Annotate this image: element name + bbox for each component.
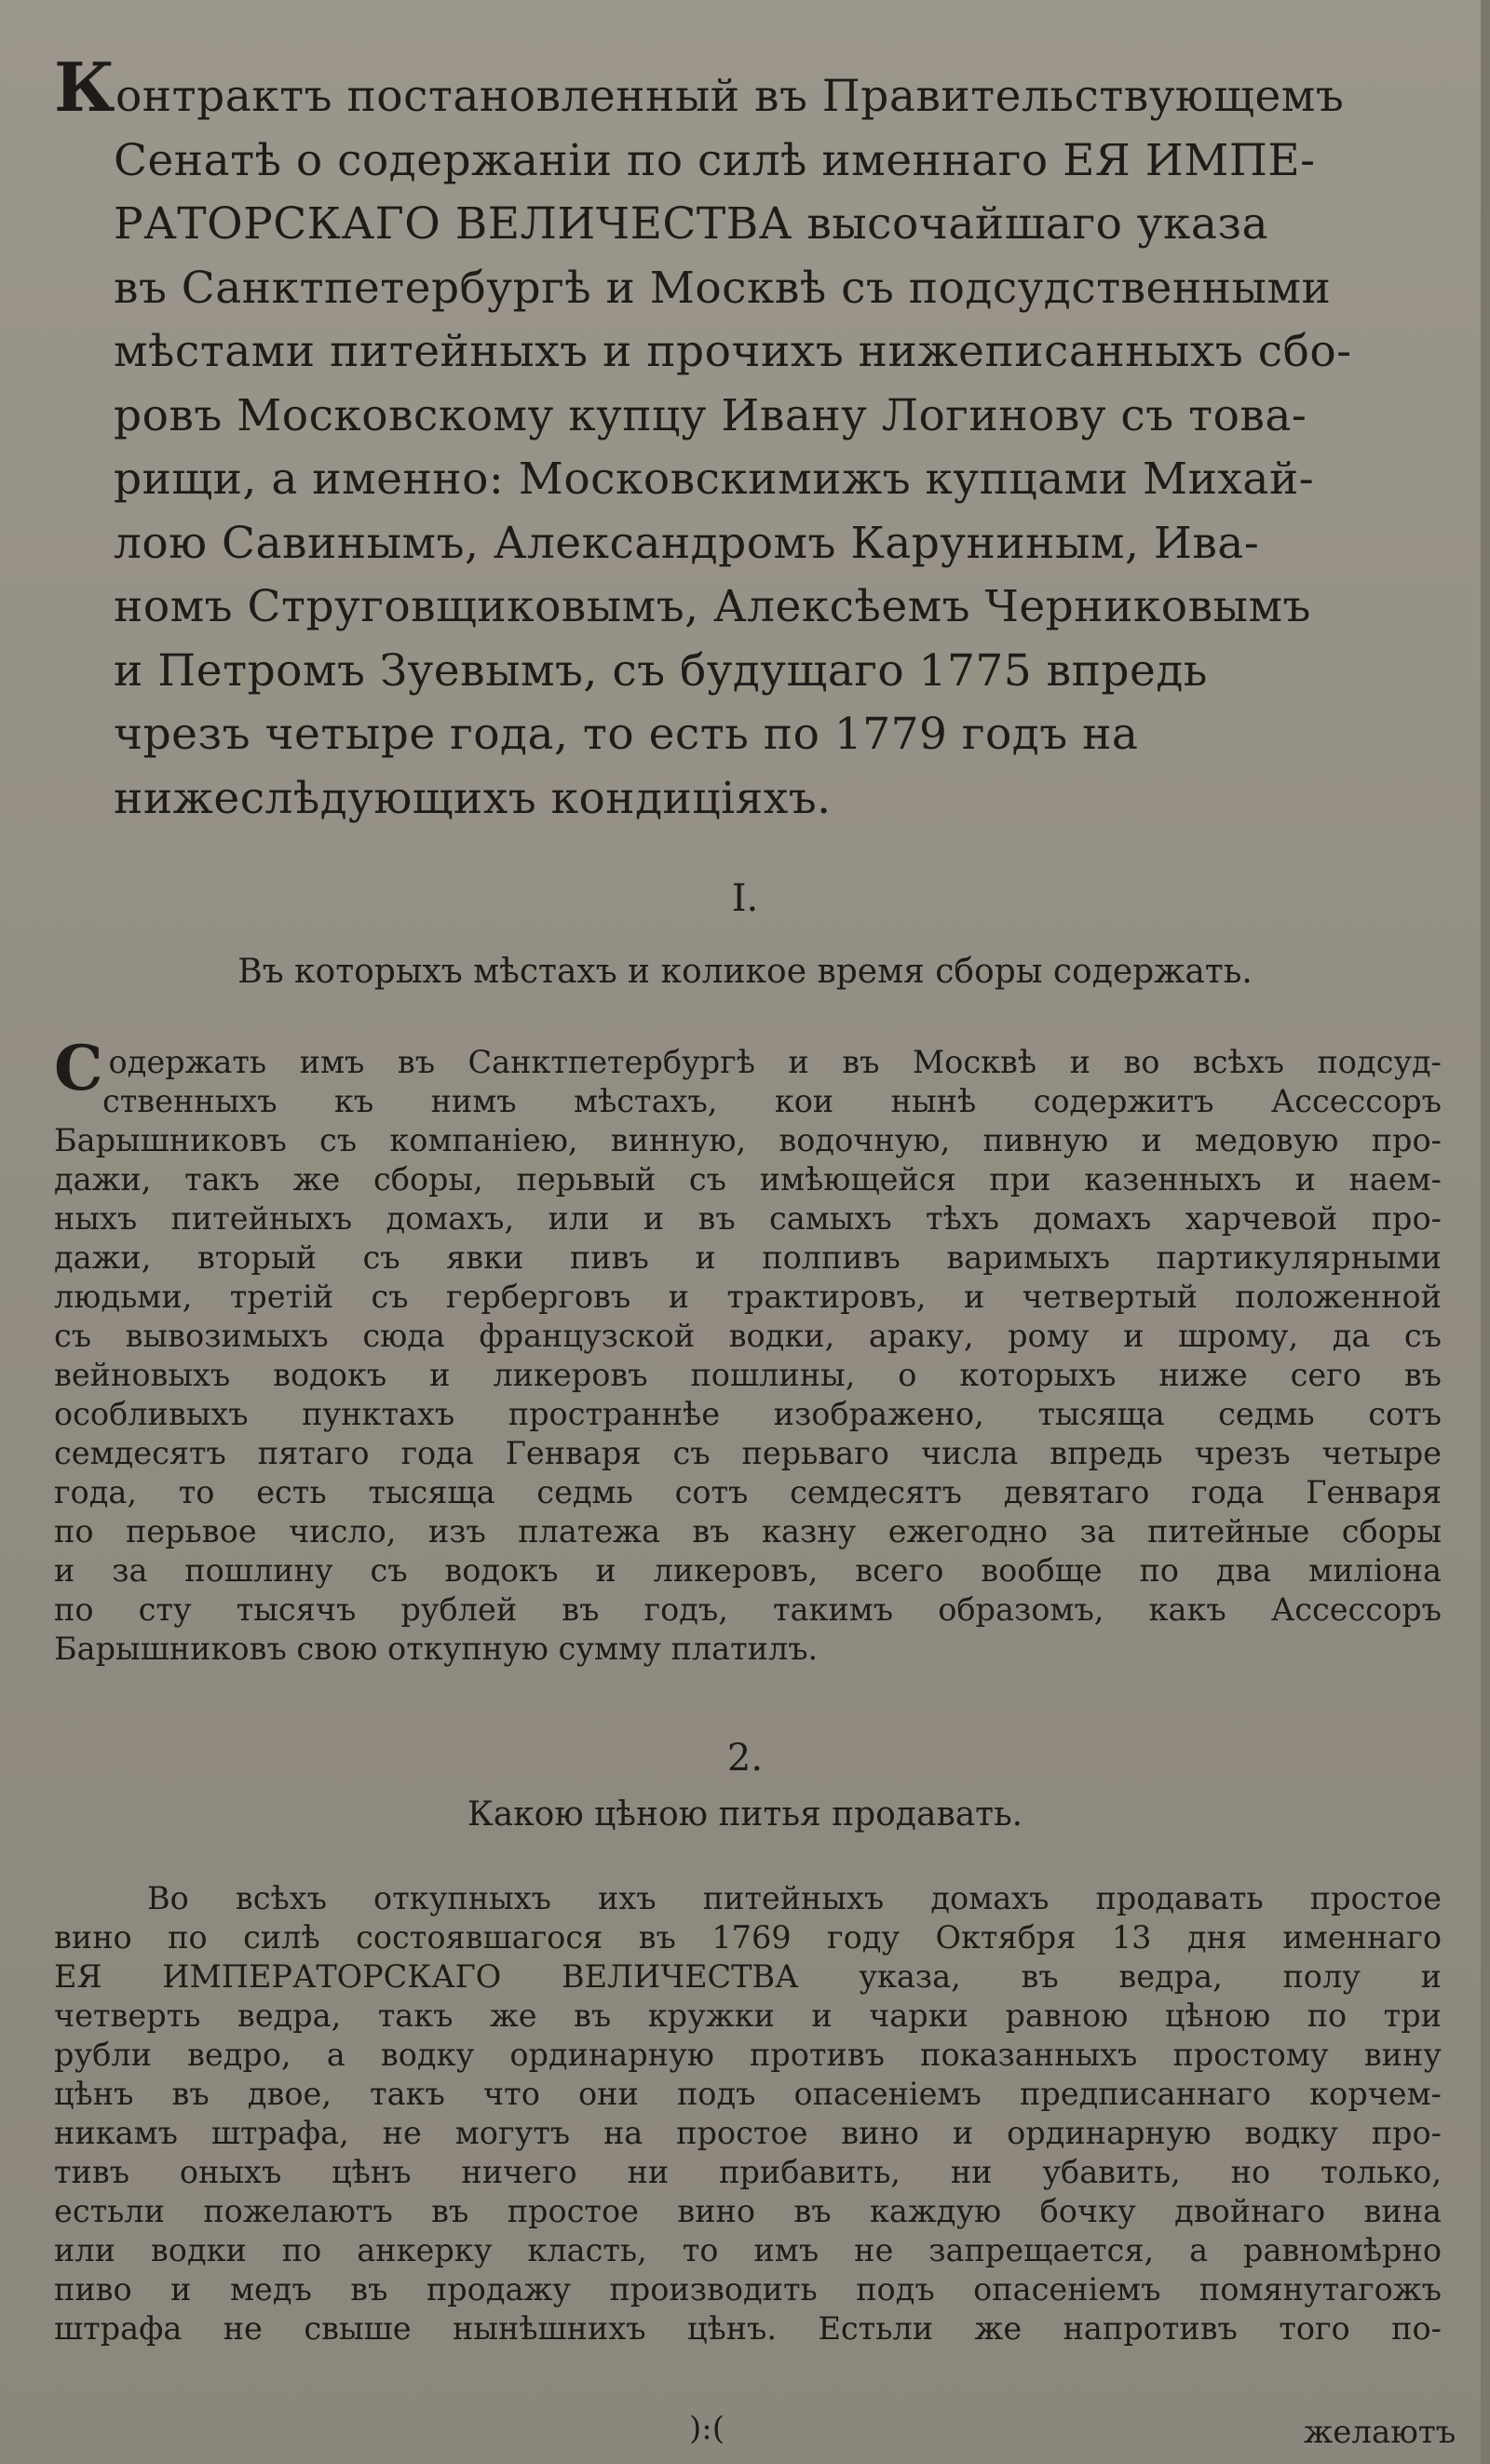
paragraph-line: съ вывозимыхъ сюда французской водки, араку, рому и шрому, да съ <box>54 1318 1442 1354</box>
paragraph-initial: С <box>54 1032 103 1104</box>
title-line: рищи, а именно: Московскимижъ купцами Михай- <box>114 454 1315 505</box>
catchword: желаютъ <box>1304 2414 1456 2451</box>
title-line: ровъ Московскому купцу Ивану Логинову съ това- <box>114 389 1307 441</box>
page-edge <box>1481 0 1490 2464</box>
signature-mark: ):( <box>689 2410 725 2447</box>
paragraph-line: особливыхъ пунктахъ пространнѣе изображено, тысяща седмь сотъ <box>54 1396 1442 1432</box>
paragraph-line: по сту тысячъ рублей въ годъ, такимъ образомъ, какъ Ассессоръ <box>54 1591 1442 1628</box>
document-title <box>54 47 1442 831</box>
title-line: и Петромъ Зуевымъ, съ будущаго 1775 впредь <box>114 644 1208 697</box>
paragraph-line: четверть ведра, такъ же въ кружки и чарки равною цѣною по три <box>54 1997 1442 2034</box>
title-line: мѣстами питейныхъ и прочихъ нижеписанныхъ сбо- <box>114 326 1352 377</box>
title-line: РАТОРСКАГО ВЕЛИЧЕСТВА высочайшаго указа <box>114 198 1269 250</box>
paragraph-line: никамъ штрафа, не могутъ на простое вино и ординарную водку про- <box>54 2115 1442 2151</box>
section-paragraph <box>54 1032 1442 1669</box>
section-heading: Въ которыхъ мѣстахъ и коликое время сборы содержать. <box>237 953 1253 991</box>
title-line: лою Савинымъ, Александромъ Каруниным, Ива- <box>114 517 1260 569</box>
title-initial: К <box>54 47 115 127</box>
paragraph-line: штрафа не свыше нынѣшнихъ цѣнъ. Естьли же напротивъ того по- <box>54 2310 1442 2347</box>
paragraph-line: естьли пожелаютъ въ простое вино въ каждую бочку двойнаго вина <box>54 2193 1442 2229</box>
paragraph-line: ЕЯ ИМПЕРАТОРСКАГО ВЕЛИЧЕСТВА указа, въ ведра, полу и <box>54 1958 1442 1995</box>
paragraph-line: Во всѣхъ откупныхъ ихъ питейныхъ домахъ продавать простое <box>147 1880 1442 1916</box>
section-number: I. <box>731 877 759 920</box>
title-line: чрезъ четыре года, то есть по 1779 годъ на <box>114 709 1139 760</box>
paragraph-line: семдесятъ пятаго года Генваря съ перьваго числа впредь чрезъ четыре <box>54 1435 1442 1471</box>
paragraph-line: дажи, вторый съ явки пивъ и полпивъ варимыхъ партикулярными <box>54 1239 1442 1276</box>
section-number: 2. <box>726 1737 764 1780</box>
section-heading: Какою цѣною питья продавать. <box>467 1795 1023 1834</box>
title-line: онтрактъ постановленный въ Правительствующемъ <box>115 71 1345 122</box>
paragraph-line: рубли ведро, а водку ординарную противъ показанныхъ простому вину <box>54 2037 1442 2073</box>
paragraph-line: Барышниковъ съ компанiею, винную, водочную, пивную и медовую про- <box>54 1122 1442 1158</box>
paragraph-line: или водки по анкерку класть, то имъ не запрещается, а равномѣрно <box>54 2232 1442 2268</box>
paragraph-line: людьми, третiй съ герберговъ и трактировъ, и четвертый положенной <box>54 1279 1442 1315</box>
title-line: Сенатѣ о содержанiи по силѣ именнаго ЕЯ ИМПЕ- <box>114 134 1316 186</box>
paragraph-line: вино по силѣ состоявшагося въ 1769 году Октября 13 дня именнаго <box>54 1919 1442 1956</box>
title-line: въ Санктпетербургѣ и Москвѣ съ подсудственными <box>114 262 1332 314</box>
paragraph-line: пиво и медъ въ продажу производить подъ опасенiемъ помянутагожъ <box>54 2271 1442 2308</box>
paragraph-line: Барышниковъ свою откупную сумму платилъ. <box>54 1631 819 1667</box>
title-line: нижеслѣдующихъ кондицiяхъ. <box>114 772 832 824</box>
paragraph-line: дажи, такъ же сборы, перьвый съ имѣющейся при казенныхъ и наем- <box>54 1161 1442 1198</box>
paragraph-line: вейновыхъ водокъ и ликеровъ пошлины, о которыхъ ниже сего въ <box>54 1357 1442 1393</box>
paragraph-line: одержать имъ въ Санктпетербургѣ и въ Москвѣ и во всѣхъ подсуд- <box>108 1044 1442 1080</box>
section-paragraph <box>54 1879 1442 2349</box>
paragraph-line: года, то есть тысяща седмь сотъ семдесятъ девятаго года Генваря <box>54 1474 1442 1510</box>
paragraph-line: цѣнъ въ двое, такъ что они подъ опасенiемъ предписаннаго корчем- <box>54 2076 1442 2112</box>
paragraph-line: ныхъ питейныхъ домахъ, или и въ самыхъ тѣхъ домахъ харчевой про- <box>54 1200 1442 1237</box>
paragraph-line: по перьвое число, изъ платежа въ казну ежегодно за питейные сборы <box>54 1513 1442 1550</box>
title-line: номъ Струговщиковымъ, Алексѣемъ Черниковымъ <box>114 581 1311 632</box>
paragraph-line: тивъ оныхъ цѣнъ ничего ни прибавить, ни убавить, но только, <box>54 2154 1442 2190</box>
paragraph-line: ственныхъ къ нимъ мѣстахъ, кои нынѣ содержитъ Ассессоръ <box>102 1083 1442 1119</box>
paragraph-line: и за пошлину съ водокъ и ликеровъ, всего вообще по два милiона <box>54 1552 1442 1589</box>
